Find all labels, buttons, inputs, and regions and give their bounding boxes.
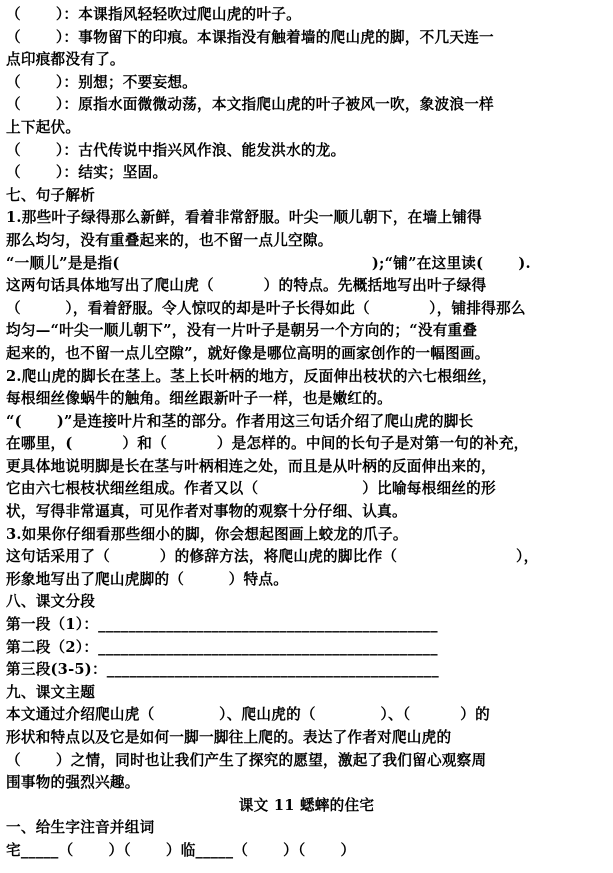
text-line: 上下起伏。 — [6, 118, 81, 136]
text-line: 第一段（1）：_____________________________________________ — [6, 616, 438, 634]
text-line: 在哪里，( ）和（ ）是怎样的。中间的长句子是对第一句的补充， — [6, 435, 529, 453]
text-line: 形状和特点以及它是如何一脚一脚往上爬的。表达了作者对爬山虎的 — [6, 729, 452, 746]
lesson-title: 课文 11 蟋蟀的住宅 — [238, 796, 375, 814]
text-line: （ ）之情，同时也让我们产生了探究的愿望，激起了我们留心观察周 — [6, 751, 487, 769]
text-line: （ ）：别想；不要妄想。 — [6, 73, 198, 91]
text-line: “一顺儿”是是指( );“铺”在这里读( ). — [6, 254, 531, 272]
text-line: 3.如果你仔细看那些细小的脚，你会想起图画上蛟龙的爪子。 — [6, 525, 408, 543]
text-line: 2.爬山虎的脚长在茎上。茎上长叶柄的地方，反面伸出枝状的六七根细丝， — [6, 367, 497, 385]
text-line: 八、课文分段 — [6, 593, 96, 611]
text-line: 点印痕都没有了。 — [6, 51, 125, 69]
text-line: （ ）：原指水面微微动荡，本文指爬山虎的叶子被风一吹，象波浪一样 — [6, 96, 494, 114]
text-line: 第三段(3-5)：____________________________________________ — [6, 661, 439, 679]
text-line: 第二段（2）：_____________________________________________ — [6, 638, 438, 656]
char-exercise-line: 宅_____（ ）（ ）临_____（ ）（ ） — [6, 841, 356, 859]
text-line: 每根细丝像蜗牛的触角。细丝跟新叶子一样，也是嫩红的。 — [6, 390, 392, 408]
text-line: 那么均匀，没有重叠起来的，也不留一点儿空隙。 — [6, 231, 333, 249]
text-line: （ ）：古代传说中指兴风作浪、能发洪水的龙。 — [6, 141, 346, 159]
text-line: 七、句子解析 — [6, 186, 96, 204]
text-line: 形象地写出了爬山虎脚的（ ）特点。 — [6, 570, 289, 588]
text-line: 围事物的强烈兴趣。 — [6, 774, 140, 792]
worksheet-body — [6, 4, 607, 795]
section-one-title: 一、给生字注音并组词 — [6, 819, 155, 837]
text-line: 本文通过介绍爬山虎（ ）、爬山虎的（ ）、（ ）的 — [6, 706, 490, 724]
text-line: 这两句话具体地写出了爬山虎（ ）的特点。先概括地写出叶子绿得 — [6, 277, 487, 295]
text-line: （ ）：结实；坚固。 — [6, 164, 168, 182]
text-line: （ ）：本课指风轻轻吹过爬山虎的叶子。 — [6, 6, 301, 23]
text-line: 状，写得非常逼真，可见作者对事物的观察十分仔细、认真。 — [6, 503, 407, 521]
text-line: （ ），看着舒服。令人惊叹的却是叶子长得如此（ ），铺排得那么 — [6, 299, 526, 317]
text-line: 均匀—“叶尖一顺儿朝下”，没有一片叶子是朝另一个方向的；“没有重叠 — [6, 322, 478, 340]
text-line: 起来的，也不留一点儿空隙”，就好像是哪位高明的画家创作的一幅图画。 — [6, 344, 490, 362]
text-line: “( )”是连接叶片和茎的部分。作者用这三句话介绍了爬山虎的脚长 — [6, 412, 474, 430]
text-line: 它由六七根枝状细丝组成。作者又以（ ）比喻每根细丝的形 — [6, 480, 496, 498]
text-line: 九、课文主题 — [6, 683, 96, 701]
text-line: （ ）：事物留下的印痕。本课指没有触着墙的爬山虎的脚，不几天连一 — [6, 28, 494, 46]
text-line: 1.那些叶子绿得那么新鲜，看着非常舒服。叶尖一顺儿朝下，在墙上铺得 — [6, 209, 482, 227]
text-line: 这句话采用了（ ）的修辞方法，将爬山虎的脚比作（ ）， — [6, 548, 539, 566]
text-line: 更具体地说明脚是长在茎与叶柄相连之处，而且是从叶柄的反面伸出来的， — [6, 457, 496, 475]
